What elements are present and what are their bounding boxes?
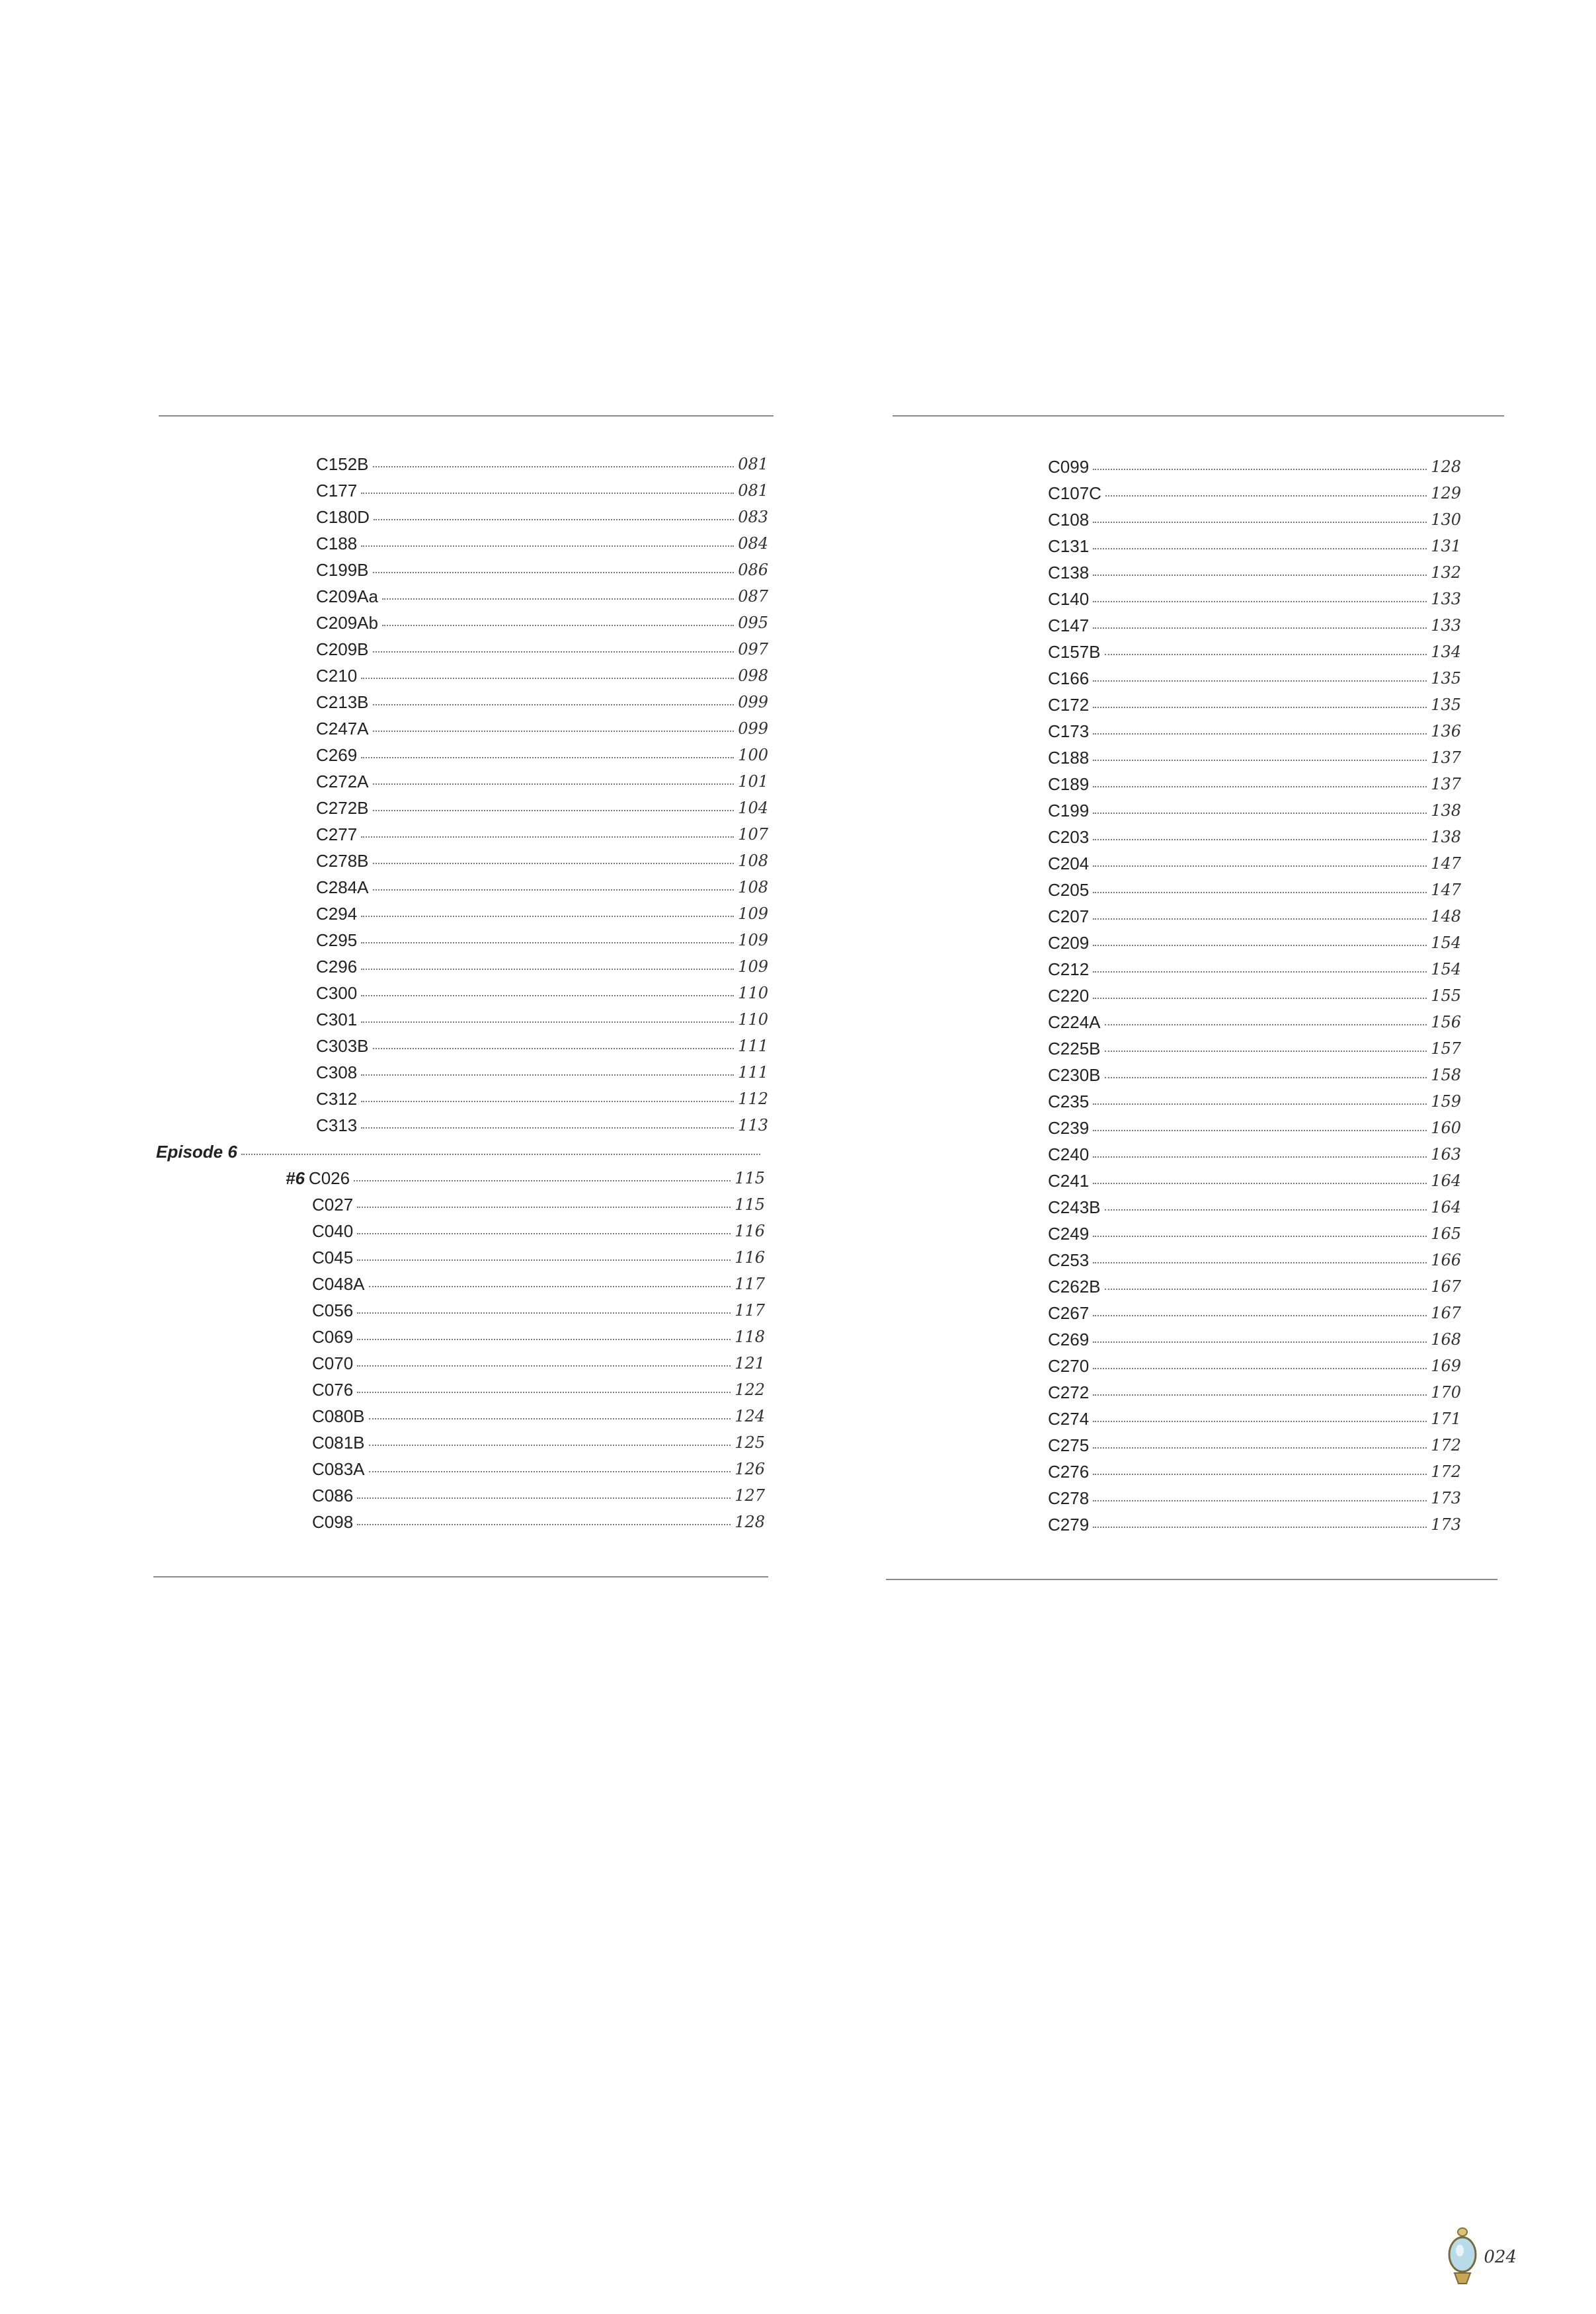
- entry-label: C296: [316, 956, 358, 977]
- dot-leader: [1093, 469, 1427, 470]
- dot-leader: [1093, 1447, 1427, 1449]
- entry-page: 147: [1431, 881, 1461, 899]
- entry-label: C188: [316, 533, 358, 553]
- entry-page: 108: [738, 878, 768, 897]
- entry-page: 137: [1431, 748, 1461, 767]
- entry-page: 154: [1431, 960, 1461, 978]
- dot-leader: [1093, 1527, 1427, 1528]
- entry-label: C083A: [312, 1458, 365, 1479]
- toc-entry[interactable]: [1048, 586, 1461, 612]
- entry-label: C080B: [312, 1406, 365, 1426]
- dot-leader: [1105, 495, 1427, 497]
- entry-label: C272: [1048, 1382, 1090, 1402]
- entry-page: 163: [1431, 1145, 1461, 1164]
- entry-label: C224A: [1048, 1012, 1101, 1032]
- toc-entry[interactable]: [1048, 1353, 1461, 1379]
- entry-page: 138: [1431, 828, 1461, 846]
- entry-label: C166: [1048, 668, 1090, 688]
- entry-page: 173: [1431, 1489, 1461, 1507]
- entry-page: 173: [1431, 1515, 1461, 1534]
- entry-page: 172: [1431, 1462, 1461, 1481]
- entry-label: C070: [312, 1353, 354, 1373]
- entry-label: C247A: [316, 718, 369, 738]
- entry-label: C147: [1048, 615, 1090, 635]
- entry-page: 169: [1431, 1357, 1461, 1375]
- entry-page: 164: [1431, 1172, 1461, 1190]
- entry-page: 159: [1431, 1092, 1461, 1111]
- entry-label: C205: [1048, 879, 1090, 900]
- toc-entry[interactable]: [1048, 639, 1461, 665]
- entry-page: 116: [735, 1248, 765, 1267]
- entry-page: 155: [1431, 986, 1461, 1005]
- entry-label: C199B: [316, 559, 369, 580]
- entry-page: 101: [738, 772, 768, 791]
- entry-page: 111: [738, 1037, 768, 1055]
- entry-label: C189: [1048, 774, 1090, 794]
- dot-leader: [1093, 733, 1427, 735]
- toc-entry[interactable]: [1048, 612, 1461, 639]
- entry-page: 109: [738, 957, 768, 976]
- entry-label: C086: [312, 1485, 354, 1505]
- entry-label: C230B: [1048, 1064, 1101, 1085]
- entry-page: 133: [1431, 616, 1461, 635]
- entry-page: 124: [735, 1407, 765, 1425]
- entry-page: 099: [738, 693, 768, 711]
- entry-label: C276: [1048, 1461, 1090, 1482]
- dot-leader: [1093, 1394, 1427, 1396]
- bottom-rule-right: [886, 1579, 1497, 1580]
- toc-entry[interactable]: [1048, 771, 1461, 797]
- toc-entry[interactable]: [1048, 718, 1461, 744]
- bottom-rule-left: [153, 1576, 768, 1577]
- toc-entry[interactable]: [1048, 903, 1461, 930]
- entry-page: 134: [1431, 643, 1461, 661]
- entry-page: 121: [735, 1354, 765, 1373]
- entry-label: C278: [1048, 1488, 1090, 1508]
- entry-label: C209Aa: [316, 586, 378, 606]
- entry-label: C188: [1048, 747, 1090, 768]
- ornament-icon: [1447, 2227, 1478, 2288]
- toc-entry[interactable]: [1048, 877, 1461, 903]
- entry-page: 130: [1431, 510, 1461, 529]
- toc-entry[interactable]: [1048, 824, 1461, 850]
- dot-leader: [1093, 1156, 1427, 1158]
- entry-page: 168: [1431, 1330, 1461, 1349]
- entry-label: C301: [316, 1009, 358, 1029]
- dot-leader: [1093, 892, 1427, 893]
- entry-label: C295: [316, 930, 358, 950]
- entry-label: C209: [1048, 932, 1090, 953]
- toc-entry[interactable]: [1048, 1088, 1461, 1115]
- toc-entry[interactable]: [1048, 1273, 1461, 1300]
- dot-leader: [1093, 1341, 1427, 1343]
- entry-label: C152B: [316, 454, 369, 474]
- entry-page: 098: [738, 666, 768, 685]
- entry-label: C107C: [1048, 483, 1101, 503]
- entry-label: C241: [1048, 1170, 1090, 1191]
- entry-page: 125: [735, 1433, 765, 1452]
- toc-entry[interactable]: [1048, 956, 1461, 982]
- entry-label: C210: [316, 665, 358, 686]
- entry-label: C275: [1048, 1435, 1090, 1455]
- toc-entry[interactable]: [1048, 506, 1461, 533]
- toc-entry[interactable]: [1048, 1326, 1461, 1353]
- entry-page: 160: [1431, 1119, 1461, 1137]
- dot-leader: [1093, 1183, 1427, 1184]
- dot-leader: [1093, 813, 1427, 814]
- entry-label: C249: [1048, 1223, 1090, 1244]
- entry-page: 154: [1431, 934, 1461, 952]
- dot-leader: [1093, 918, 1427, 920]
- entry-label: C173: [1048, 721, 1090, 741]
- dot-leader: [1093, 1130, 1427, 1131]
- dot-leader: [1093, 680, 1427, 682]
- dot-leader: [1105, 654, 1427, 655]
- entry-page: 133: [1431, 590, 1461, 608]
- entry-label: C213B: [316, 692, 369, 712]
- entry-page: 095: [738, 614, 768, 632]
- entry-label: C207: [1048, 906, 1090, 926]
- toc-entry[interactable]: [1048, 1035, 1461, 1062]
- entry-page: 128: [1431, 458, 1461, 476]
- entry-label: C108: [1048, 509, 1090, 530]
- entry-page: 100: [738, 746, 768, 764]
- toc-entry[interactable]: [1048, 930, 1461, 956]
- entry-label: C300: [316, 982, 358, 1003]
- entry-label: C076: [312, 1379, 354, 1400]
- toc-entry[interactable]: [1048, 1432, 1461, 1458]
- entry-page: 137: [1431, 775, 1461, 793]
- dot-leader: [1105, 1024, 1427, 1025]
- entry-page: 126: [735, 1460, 765, 1478]
- entry-page: 113: [738, 1116, 768, 1135]
- entry-page: 158: [1431, 1066, 1461, 1084]
- toc-entry[interactable]: [1048, 1300, 1461, 1326]
- entry-page: 110: [738, 1010, 768, 1029]
- entry-page: 167: [1431, 1304, 1461, 1322]
- entry-label: C220: [1048, 985, 1090, 1006]
- toc-entry[interactable]: [1048, 1062, 1461, 1088]
- entry-label: C056: [312, 1300, 354, 1320]
- entry-page: 097: [738, 640, 768, 658]
- entry-label: C239: [1048, 1117, 1090, 1138]
- entry-page: 122: [735, 1380, 765, 1399]
- entry-page: 136: [1431, 722, 1461, 740]
- entry-label: C177: [316, 480, 358, 500]
- entry-label: C272B: [316, 797, 369, 818]
- entry-page: 115: [735, 1169, 765, 1187]
- entry-page: 147: [1431, 854, 1461, 873]
- dot-leader: [1093, 865, 1427, 867]
- toc-entry[interactable]: [1048, 692, 1461, 718]
- toc-entry[interactable]: [1048, 1009, 1461, 1035]
- entry-label: C098: [312, 1511, 354, 1532]
- dot-leader: [1105, 1051, 1427, 1052]
- entry-label: C267: [1048, 1302, 1090, 1323]
- entry-label: C274: [1048, 1408, 1090, 1429]
- dot-leader: [1093, 760, 1427, 761]
- entry-label: C045: [312, 1247, 354, 1267]
- entry-label: C277: [316, 824, 358, 844]
- entry-page: 081: [738, 455, 768, 473]
- toc-entry[interactable]: [1048, 454, 1461, 480]
- entry-page: 135: [1431, 696, 1461, 714]
- dot-leader: [1093, 1236, 1427, 1237]
- entry-page: 138: [1431, 801, 1461, 820]
- toc-entry[interactable]: [1048, 797, 1461, 824]
- entry-label: C131: [1048, 536, 1090, 556]
- dot-leader: [1093, 1474, 1427, 1475]
- dot-leader: [1093, 1103, 1427, 1105]
- entry-page: 148: [1431, 907, 1461, 926]
- toc-entry[interactable]: [1048, 1379, 1461, 1406]
- entry-label: C279: [1048, 1514, 1090, 1535]
- toc-entry[interactable]: [1048, 1458, 1461, 1485]
- dot-leader: [1093, 522, 1427, 523]
- entry-page: 107: [738, 825, 768, 844]
- entry-page: 112: [738, 1090, 768, 1108]
- entry-page: 131: [1431, 537, 1461, 555]
- entry-label: C026: [308, 1168, 350, 1188]
- entry-label: C203: [1048, 826, 1090, 847]
- toc-entry[interactable]: [1048, 1168, 1461, 1194]
- entry-page: 084: [738, 534, 768, 553]
- entry-label: C235: [1048, 1091, 1090, 1111]
- page-footer: [1447, 2227, 1517, 2288]
- dot-leader: [1093, 627, 1427, 629]
- toc-entry[interactable]: [1048, 1247, 1461, 1273]
- entry-page: 109: [738, 904, 768, 923]
- entry-label: C284A: [316, 877, 369, 897]
- toc-entry[interactable]: [1048, 1485, 1461, 1511]
- entry-page: 172: [1431, 1436, 1461, 1455]
- entry-label: C180D: [316, 506, 370, 527]
- entry-page: 086: [738, 561, 768, 579]
- dot-leader: [1093, 601, 1427, 602]
- entry-page: 132: [1431, 563, 1461, 582]
- entry-page: 135: [1431, 669, 1461, 688]
- entry-label: C081B: [312, 1432, 365, 1453]
- entry-label: C199: [1048, 800, 1090, 820]
- entry-page: 116: [735, 1222, 765, 1240]
- entry-page: 117: [735, 1301, 765, 1320]
- entry-page: 127: [735, 1486, 765, 1505]
- entry-page: 109: [738, 931, 768, 949]
- toc-entry[interactable]: [1048, 1194, 1461, 1220]
- dot-leader: [1105, 1289, 1427, 1290]
- dot-leader: [1093, 1368, 1427, 1369]
- entry-label: C303B: [316, 1035, 369, 1056]
- dot-leader: [1093, 971, 1427, 973]
- entry-label: C209Ab: [316, 612, 378, 633]
- toc-entry[interactable]: [1048, 1141, 1461, 1168]
- entry-page: 167: [1431, 1277, 1461, 1296]
- entry-label: C204: [1048, 853, 1090, 873]
- entry-label: C278B: [316, 850, 369, 871]
- dot-leader: [1105, 1209, 1427, 1211]
- entry-label: C157B: [1048, 641, 1101, 662]
- entry-label: C312: [316, 1088, 358, 1109]
- entry-label: C270: [1048, 1355, 1090, 1376]
- dot-leader: [1093, 998, 1427, 999]
- entry-page: 157: [1431, 1039, 1461, 1058]
- entry-label: C212: [1048, 959, 1090, 979]
- dot-leader: [1093, 575, 1427, 576]
- dot-leader: [1093, 786, 1427, 787]
- entry-label: C262B: [1048, 1276, 1101, 1297]
- entry-page: 083: [738, 508, 768, 526]
- toc-entry[interactable]: [1048, 850, 1461, 877]
- dot-leader: [1105, 1077, 1427, 1078]
- entry-page: 166: [1431, 1251, 1461, 1269]
- toc-entry[interactable]: [1048, 1220, 1461, 1247]
- entry-label: C253: [1048, 1250, 1090, 1270]
- entry-label: C308: [316, 1062, 358, 1082]
- entry-page: 128: [735, 1513, 765, 1531]
- toc-entry[interactable]: [1048, 1406, 1461, 1432]
- entry-label: C027: [312, 1194, 354, 1215]
- page-number: 024: [1484, 2247, 1517, 2267]
- entry-label: C269: [1048, 1329, 1090, 1349]
- entry-label: C209B: [316, 639, 369, 659]
- toc-entry[interactable]: [1048, 982, 1461, 1009]
- entry-page: 115: [735, 1195, 765, 1214]
- dot-leader: [1093, 707, 1427, 708]
- toc-entry[interactable]: [1048, 1115, 1461, 1141]
- entry-label: C313: [316, 1115, 358, 1135]
- toc-entry[interactable]: [1048, 533, 1461, 559]
- entry-page: 129: [1431, 484, 1461, 502]
- entry-label: C272A: [316, 771, 369, 791]
- dot-leader: [1093, 1421, 1427, 1422]
- toc-entry[interactable]: [1048, 559, 1461, 586]
- episode-label: Episode 6: [156, 1141, 237, 1162]
- entry-page: 111: [738, 1063, 768, 1082]
- entry-label: C099: [1048, 456, 1090, 477]
- entry-label: C140: [1048, 588, 1090, 609]
- dot-leader: [1093, 1500, 1427, 1501]
- entry-label: C069: [312, 1326, 354, 1347]
- entry-page: 087: [738, 587, 768, 606]
- entry-label: C048A: [312, 1273, 365, 1294]
- entry-page: 099: [738, 719, 768, 738]
- dot-leader: [1093, 1315, 1427, 1316]
- entry-page: 117: [735, 1275, 765, 1293]
- entry-label: C240: [1048, 1144, 1090, 1164]
- entry-label: C269: [316, 744, 358, 765]
- entry-page: 164: [1431, 1198, 1461, 1217]
- entry-label: C138: [1048, 562, 1090, 582]
- toc-entry[interactable]: [1048, 1511, 1461, 1538]
- dot-leader: [1093, 548, 1427, 549]
- toc-entry[interactable]: [1048, 744, 1461, 771]
- entry-label: C243B: [1048, 1197, 1101, 1217]
- entry-page: 081: [738, 481, 768, 500]
- entry-page: 110: [738, 984, 768, 1002]
- entry-page: 170: [1431, 1383, 1461, 1402]
- dot-leader: [1093, 945, 1427, 946]
- entry-page: 108: [738, 852, 768, 870]
- entry-label: C225B: [1048, 1038, 1101, 1058]
- entry-label: C040: [312, 1220, 354, 1241]
- entry-page: 104: [738, 799, 768, 817]
- episode-marker: #6: [286, 1168, 305, 1188]
- toc-entry[interactable]: [1048, 480, 1461, 506]
- entry-page: 156: [1431, 1013, 1461, 1031]
- entry-page: 165: [1431, 1224, 1461, 1243]
- entry-page: 171: [1431, 1410, 1461, 1428]
- entry-label: C172: [1048, 694, 1090, 715]
- entry-label: C294: [316, 903, 358, 924]
- toc-entry[interactable]: [1048, 665, 1461, 692]
- dot-leader: [1093, 839, 1427, 840]
- entry-page: 118: [735, 1328, 765, 1346]
- dot-leader: [1093, 1262, 1427, 1263]
